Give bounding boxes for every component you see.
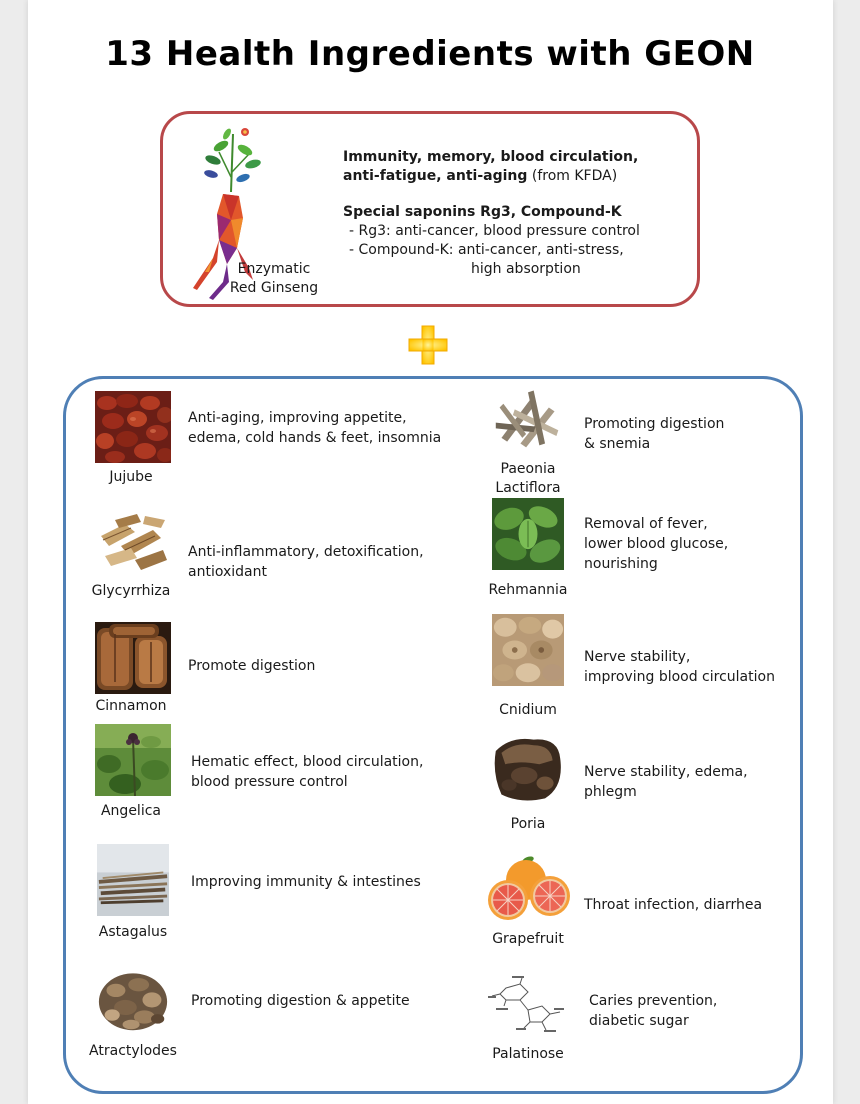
angelica-photo	[95, 724, 171, 796]
ingredient-name: Jujube	[109, 469, 153, 485]
astagalus-photo	[95, 844, 171, 916]
red-ginseng-panel	[160, 111, 700, 307]
ingredient-description: Anti-inflammatory, detoxification, antioxidant	[188, 544, 424, 580]
ingredient-name: Rehmannia	[488, 582, 568, 598]
atractylodes-photo	[95, 962, 171, 1034]
ingredient-description: Caries prevention, diabetic sugar	[589, 993, 718, 1029]
rg3-line: - Rg3: anti-cancer, blood pressure control	[349, 223, 640, 239]
ingredient-name: Glycyrrhiza	[91, 583, 171, 599]
ingredient-description: Promote digestion	[188, 658, 316, 674]
red-ginseng-caption	[219, 260, 329, 298]
ingredient-name: Atractylodes	[89, 1043, 177, 1059]
plus-icon	[405, 322, 451, 368]
palatinose-structure-diagram	[488, 974, 568, 1036]
rehmannia-photo	[490, 498, 566, 570]
ingredient-name: Paeonia Lactiflora	[495, 461, 561, 496]
ingredient-name: Palatinose	[492, 1046, 564, 1062]
glycyrrhiza-photo	[95, 506, 171, 578]
ingredient-description: Anti-aging, improving appetite, edema, cold hands & feet, insomnia	[188, 410, 442, 446]
ingredient-description: Promoting digestion & appetite	[191, 993, 410, 1009]
red-ginseng-caption-line1: Enzymatic	[237, 261, 311, 277]
compound-k-line-2: high absorption	[471, 261, 581, 277]
red-ginseng-caption-line2: Red Ginseng	[229, 280, 319, 296]
ingredient-name: Poria	[510, 816, 546, 832]
ingredient-description: Hematic effect, blood circulation, blood pressure control	[191, 754, 424, 790]
cinnamon-photo	[95, 622, 171, 694]
ingredient-description: Improving immunity & intestines	[191, 874, 421, 890]
ingredient-description: Nerve stability, improving blood circulation	[584, 649, 775, 685]
jujube-photo	[95, 391, 171, 463]
ingredient-name: Angelica	[100, 803, 161, 819]
cnidium-photo	[490, 614, 566, 686]
compound-k-line-1: - Compound-K: anti-cancer, anti-stress,	[349, 242, 624, 258]
ingredient-description: Promoting digestion & snemia	[584, 416, 725, 452]
page-title: 13 Health Ingredients with GEON	[105, 34, 755, 74]
benefits-line-2: anti-fatigue, anti-aging	[343, 168, 528, 184]
benefits-source: (from KFDA)	[527, 168, 618, 184]
ingredient-name: Cnidium	[499, 702, 557, 718]
poria-photo	[490, 732, 566, 804]
ingredient-description: Removal of fever, lower blood glucose, nourishing	[584, 516, 729, 572]
paeonia-lactiflora-photo	[490, 381, 566, 453]
saponins-heading: Special saponins Rg3, Compound-K	[343, 204, 622, 220]
ingredient-description: Throat infection, diarrhea	[584, 897, 763, 913]
ingredient-name: Grapefruit	[492, 931, 564, 947]
ingredient-description: Nerve stability, edema, phlegm	[584, 764, 748, 800]
grapefruit-photo	[488, 856, 572, 926]
red-ginseng-benefits	[343, 148, 640, 279]
benefits-line-1: Immunity, memory, blood circulation,	[343, 149, 639, 165]
ingredient-name: Cinnamon	[95, 698, 167, 714]
ingredient-name: Astagalus	[98, 924, 168, 940]
